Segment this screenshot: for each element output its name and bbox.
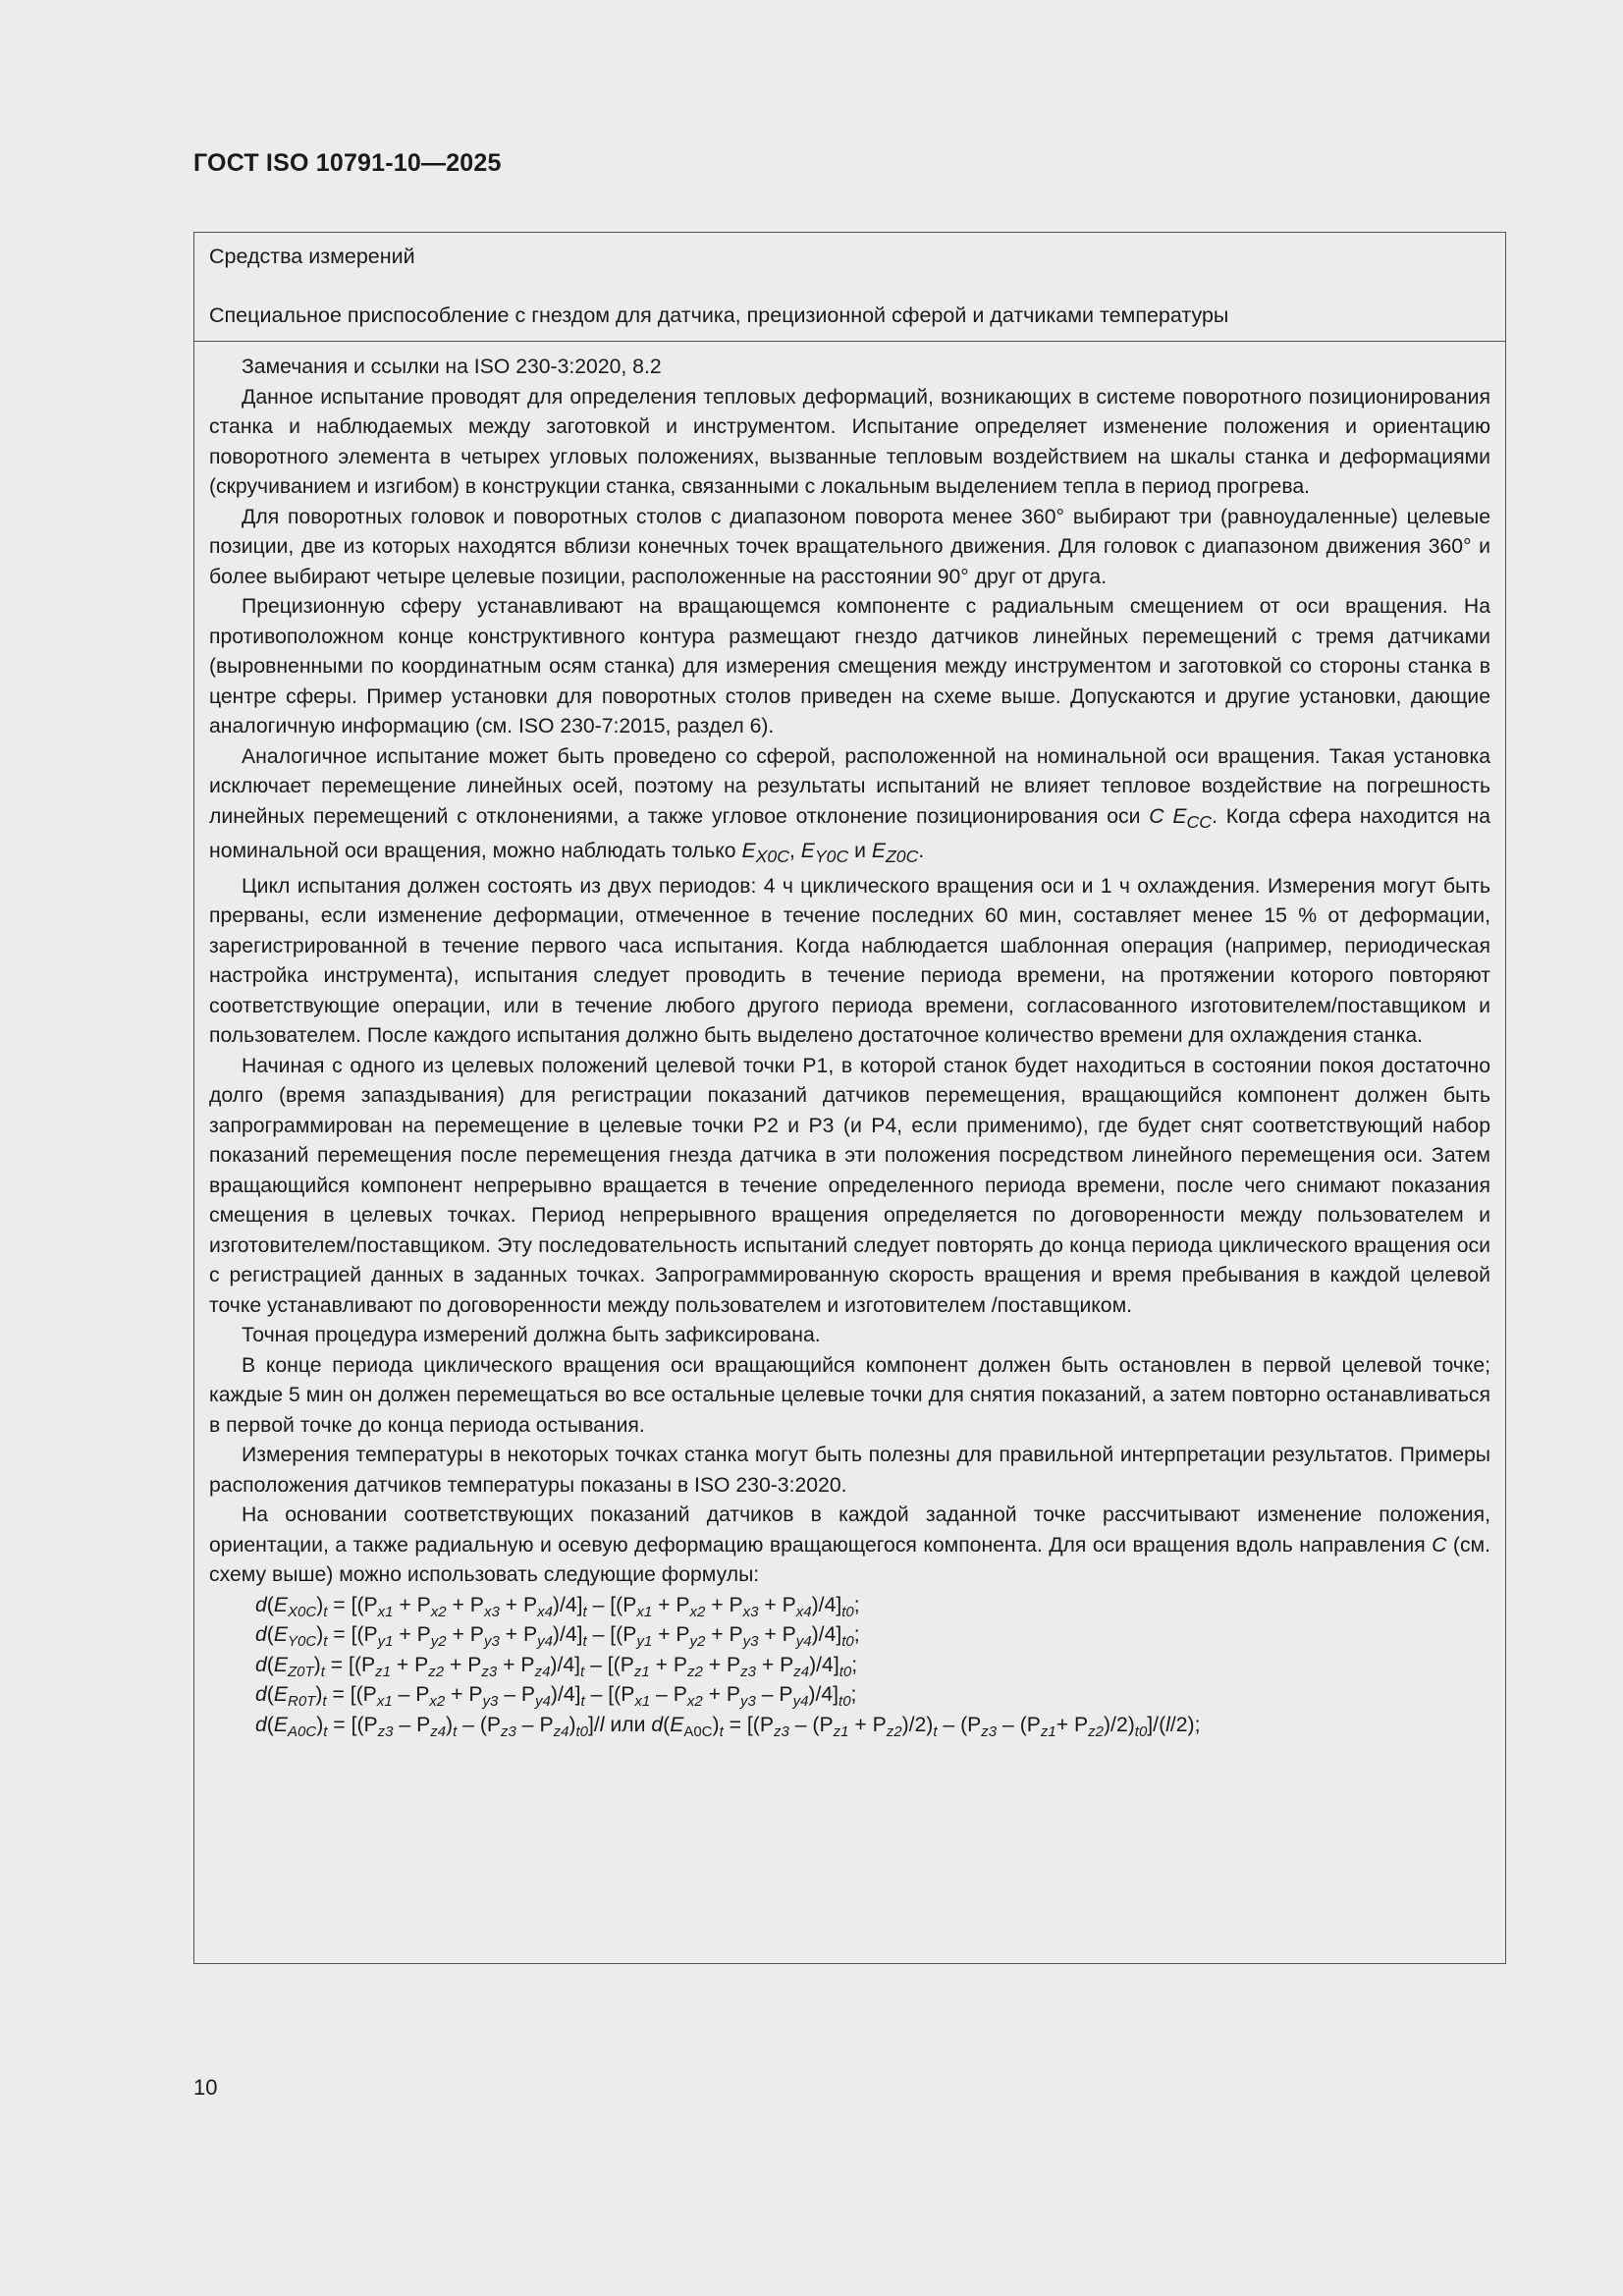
paragraph: Прецизионную сферу устанавливают на вращающемся компоненте с радиальным смещением от оси вращения. На противоположном конце конструктивного контура размещают гнездо датчиков линейных перемещений с тремя датчиками (выровненными по координатным осям станка) для измерения смещения между инструментом и заготовкой со стороны станка в центре сферы. Пример установки для поворотных столов приведен на схеме выше. Допускаются и другие установки, дающие аналогичную информацию (см. ISO 230-7:2015, раздел 6). xyxy=(209,595,1490,738)
paragraph: Измерения температуры в некоторых точках станка могут быть полезны для правильной интерпретации результатов. Примеры расположения датчиков температуры показаны в ISO 230-3:2020. xyxy=(209,1444,1490,1497)
formula-z0t: $d(E_{Z0T})_t = [(P_{z1} + P_{z2} + P_{z3} + P_{z4})/4]_t - [(P_{z1} + P_{z2} + P_{z3} + P_{z4})/4]_{t0}$; xyxy=(255,1653,858,1681)
measuring-instruments-section xyxy=(194,233,1505,342)
paragraph: Для поворотных головок и поворотных столов с диапазоном поворота менее 360° выбирают три (равноудаленные) целевые позиции, две из которых находятся вблизи конечных точек вращательного движения. Для головок с диапазоном движения 360° и более выбирают четыре целевые позиции, расположенные на расстоянии 90° друг от друга. xyxy=(209,505,1490,588)
measuring-instruments-heading: Средства измерений xyxy=(209,245,415,268)
paragraph: Точная процедура измерений должна быть зафиксирована. xyxy=(242,1324,821,1347)
paragraph: Цикл испытания должен состоять из двух периодов: 4 ч циклического вращения оси и 1 ч охлаждения. Измерения могут быть прерваны, если изменение деформации, отмеченное в течение последних 60 мин, составляет менее 15 % от деформации, зарегистрированной в течение первого часа испытания. Когда наблюдается шаблонная операция (например, периодическая настройка инструмента), испытания следует проводить в течение периода времени, на протяжении которого повторяют соответствующие операции, или в течение любого другого периода времени, согласованного изготовителем/поставщиком и пользователем. После каждого испытания должно быть выделено достаточное количество времени для охлаждения станка. xyxy=(209,874,1490,1048)
paragraph: Данное испытание проводят для определения тепловых деформаций, возникающих в системе поворотного позиционирования станка и наблюдаемых между заготовкой и инструментом. Испытание определяет изменение положения и ориентацию поворотного элемента в четырех угловых положениях, вызванные тепловым воздействием на шкалы станка и деформациями (скручиванием и изгибом) в конструкции станка, связанными с локальным выделением тепла в период прогрева. xyxy=(209,385,1490,498)
measuring-instruments-description: Специальное приспособление с гнездом для датчика, прецизионной сферой и датчиками температуры xyxy=(209,303,1229,327)
page-number: 10 xyxy=(193,2075,218,2100)
formula-a0c: $d(E_{A0C})_t = [(P_{z3} - P_{z4})_t - (P_{z3} - P_{z4})_{t0}]/l$ или $d(E_{A0C})_t = [(P_{z3} - (P_{z1} + P_{z2})/2)_t - (P_{z3} - (P_{z1}+ P_{z2})/2)_{t0}]/(l/2)$; xyxy=(255,1713,1201,1741)
paragraph: Аналогичное испытание может быть проведено со сферой, расположенной на номинальной оси вращения. Такая установка исключает перемещение линейных осей, поэтому на результаты испытаний не влияет тепловое воздействие на погрешность линейных перемещений с отклонениями, а также угловое отклонение позиционирования оси C $E_{CC}$. Когда сфера находится на номинальной оси вращения, можно наблюдать только $E_{X0C}$, $E_{Y0C}$ и $E_{Z0C}$. xyxy=(209,744,1491,867)
formulas-block xyxy=(209,1591,1490,1741)
paragraph: В конце периода циклического вращения оси вращающийся компонент должен быть остановлен в первой целевой точке; каждые 5 мин он должен перемещаться во все остальные целевые точки для снятия показаний, а затем повторно останавливаться в первой точке до конца периода остывания. xyxy=(209,1353,1490,1437)
paragraph: Начиная с одного из целевых положений целевой точки P1, в которой станок будет находиться в состоянии покоя достаточно долго (время запаздывания) для регистрации показаний датчиков перемещения, вращающийся компонент должен быть запрограммирован на перемещение в целевые точки P2 и P3 (и P4, если применимо), где будет снят соответствующий набор показаний перемещения после перемещения гнезда датчика в эти положения посредством линейного перемещения оси. Затем вращающийся компонент непрерывно вращается в течение определенного периода времени, после чего снимают показания смещения в целевых точках. Период непрерывного вращения определяется по договоренности между пользователем и изготовителем/поставщиком. Эту последовательность испытаний следует повторять до конца периода циклического вращения оси с регистрацией данных в заданных точках. Запрограммированную скорость вращения и время пребывания в каждой целевой точке устанавливают по договоренности между пользователем и изготовителем /поставщиком. xyxy=(209,1054,1490,1317)
paragraph: На основании соответствующих показаний датчиков в каждой заданной точке рассчитывают изменение положения, ориентации, а также радиальную и осевую деформацию вращающегося компонента. Для оси вращения вдоль направления C (см. схему выше) можно использовать следующие формулы: xyxy=(209,1503,1490,1587)
paragraph: Замечания и ссылки на ISO 230-3:2020, 8.2 xyxy=(242,355,662,378)
formula-r0t: $d(E_{R0T})_t = [(P_{x1} - P_{x2} + P_{y3} - P_{y4})/4]_t - [(P_{x1} - P_{x2} + P_{y3} - P_{y4})/4]_{t0}$; xyxy=(255,1683,857,1711)
document-header: ГОСТ ISO 10791-10—2025 xyxy=(193,149,502,177)
document-body xyxy=(209,353,1490,1740)
formula-y0c: $d(E_{Y0C})_t = [(P_{y1} + P_{y2} + P_{y3} + P_{y4})/4]_t - [(P_{y1} + P_{y2} + P_{y3} + P_{y4})/4]_{t0}$; xyxy=(255,1623,860,1651)
formula-x0c: $d(E_{X0C})_t = [(P_{x1} + P_{x2} + P_{x3} + P_{x4})/4]_t - [(P_{x1} + P_{x2} + P_{x3} + P_{x4})/4]_{t0}$; xyxy=(255,1593,860,1621)
content-frame xyxy=(193,232,1506,1964)
